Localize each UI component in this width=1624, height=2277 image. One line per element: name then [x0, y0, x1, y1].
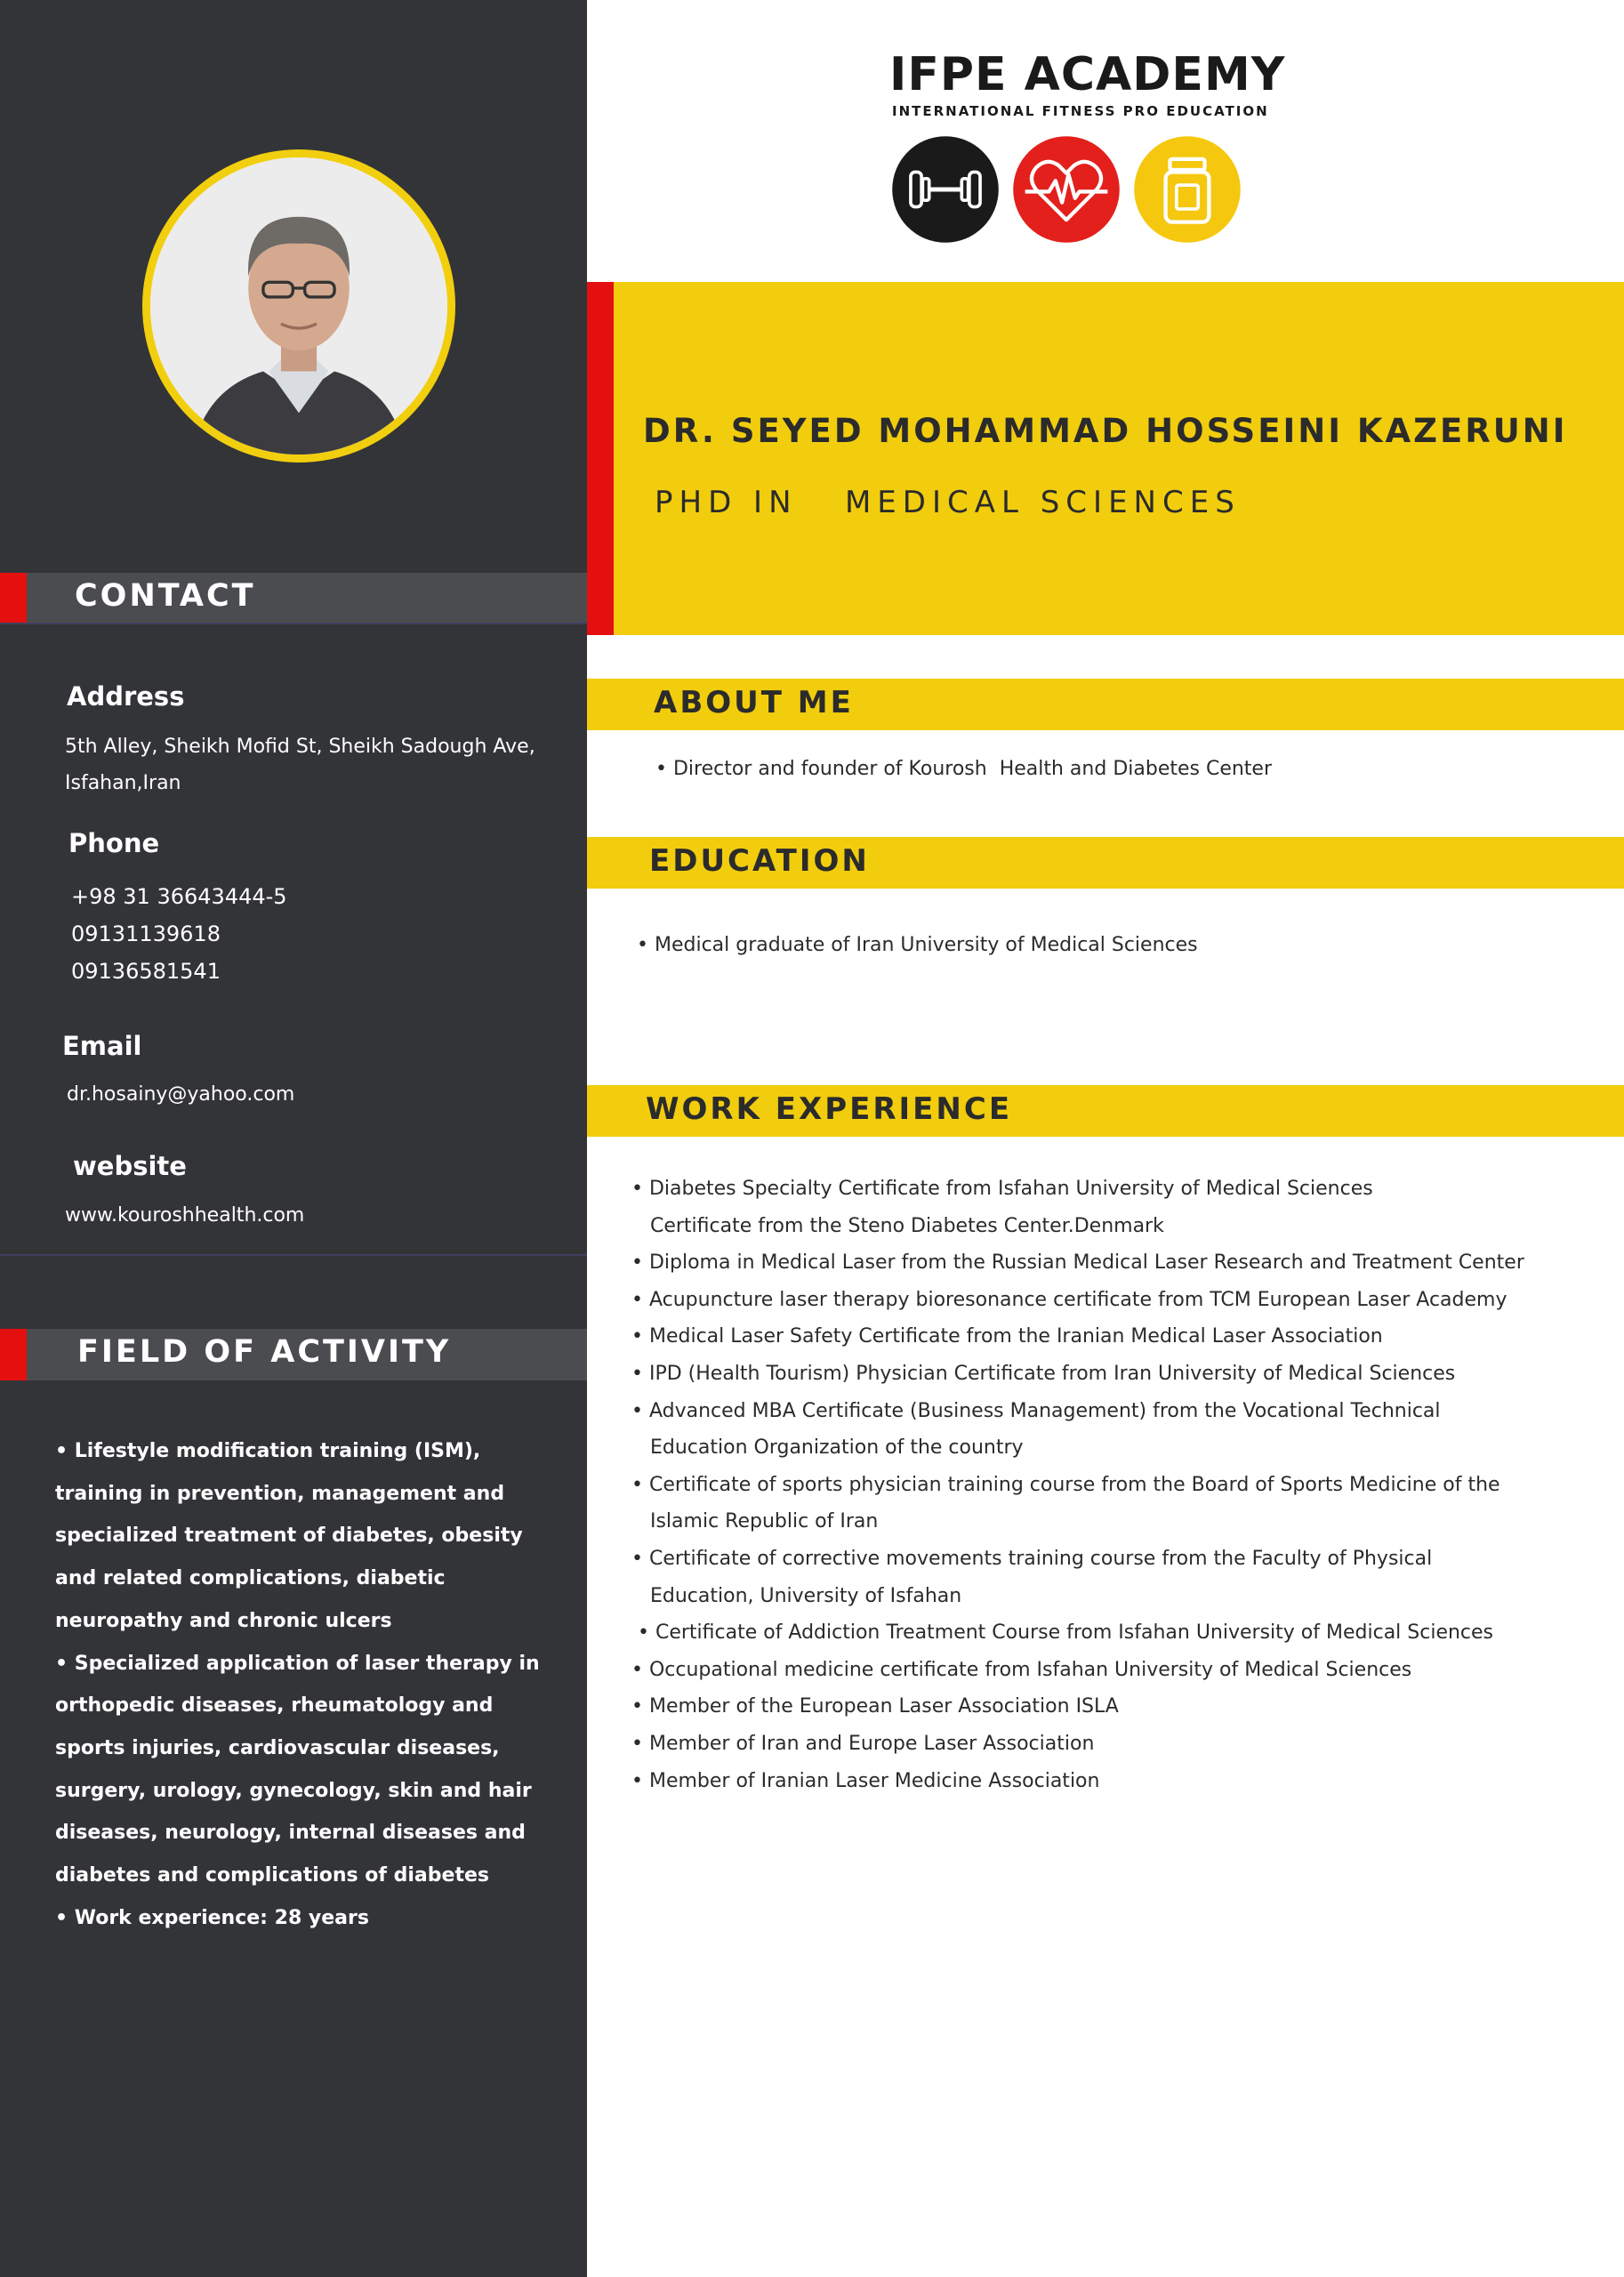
education-section-header	[587, 837, 1624, 889]
education-text: • Medical graduate of Iran University of Medical Sciences	[637, 934, 1198, 956]
profile-photo-frame	[142, 149, 455, 463]
work-section-header	[587, 1085, 1624, 1137]
contact-section-header	[0, 573, 587, 624]
work-item: • Acupuncture laser therapy bioresonance certificate from TCM European Laser Academy	[631, 1288, 1507, 1311]
work-item: • Certificate of corrective movements training course from the Faculty of Physical	[631, 1547, 1433, 1570]
address-line: Isfahan,Iran	[65, 772, 181, 794]
email-label: Email	[62, 1031, 142, 1061]
education-heading: EDUCATION	[649, 843, 870, 879]
profile-degree: PHD IN MEDICAL SCIENCES	[655, 485, 1241, 520]
accent-bar	[0, 573, 27, 624]
phone-number: 09136581541	[71, 959, 221, 984]
person-photo-icon	[150, 157, 447, 455]
contact-heading: CONTACT	[75, 578, 256, 614]
sidebar	[0, 0, 587, 2277]
academy-logo-title: IFPE ACADEMY	[889, 48, 1286, 101]
work-item: • Diploma in Medical Laser from the Russian Medical Laser Research and Treatment Center	[631, 1251, 1524, 1275]
work-item: Certificate from the Steno Diabetes Center.Denmark	[631, 1214, 1164, 1237]
work-item: • Member of the European Laser Association ISLA	[631, 1695, 1119, 1718]
about-section-header	[587, 679, 1624, 730]
website-label: website	[73, 1151, 187, 1181]
work-item: • Medical Laser Safety Certificate from the Iranian Medical Laser Association	[631, 1325, 1383, 1348]
work-item: • Certificate of Addiction Treatment Course from Isfahan University of Medical Sciences	[631, 1621, 1494, 1645]
work-item: Islamic Republic of Iran	[631, 1510, 879, 1533]
work-heading: WORK EXPERIENCE	[646, 1091, 1013, 1127]
phone-number: +98 31 36643444-5	[71, 884, 287, 909]
activity-item: • Work experience: 28 years	[55, 1906, 369, 1929]
profile-name: DR. SEYED MOHAMMAD HOSSEINI KAZERUNI	[643, 412, 1568, 450]
work-item: Education Organization of the country	[631, 1436, 1024, 1460]
work-item: • Certificate of sports physician training course from the Board of Sports Medicine of the	[631, 1473, 1500, 1496]
address-label: Address	[67, 681, 185, 712]
phone-label: Phone	[68, 828, 160, 858]
work-item: • IPD (Health Tourism) Physician Certificate from Iran University of Medical Sciences	[631, 1362, 1456, 1385]
field-of-activity-list	[55, 1430, 562, 1939]
work-item: Education, University of Isfahan	[631, 1584, 962, 1607]
supplement-jar-icon	[1133, 135, 1242, 244]
activity-item: • Lifestyle modification training (ISM), training in prevention, management and specialized treatment of diabetes, obesity and related complications, diabetic neuropathy and chronic ulcers	[55, 1440, 523, 1632]
name-banner	[587, 282, 1624, 635]
field-of-activity-header	[0, 1329, 587, 1380]
activity-item: • Specialized application of laser therapy in orthopedic diseases, rheumatology and sports injuries, cardiovascular diseases, surgery, urology, gynecology, skin and hair diseases, neurology, internal diseases and diabetes and complications of diabetes	[55, 1652, 540, 1887]
email-link[interactable]: dr.hosainy@yahoo.com	[67, 1083, 295, 1106]
academy-logo-subtitle: INTERNATIONAL FITNESS PRO EDUCATION	[892, 103, 1269, 119]
work-item: • Diabetes Specialty Certificate from Isfahan University of Medical Sciences	[631, 1178, 1373, 1200]
field-of-activity-heading: FIELD OF ACTIVITY	[77, 1334, 452, 1370]
work-experience-list	[631, 1171, 1610, 1799]
work-item: • Advanced MBA Certificate (Business Management) from the Vocational Technical	[631, 1399, 1441, 1422]
profile-photo	[150, 157, 447, 455]
dumbbell-icon	[891, 135, 1000, 244]
about-heading: ABOUT ME	[654, 685, 854, 720]
work-item: • Member of Iran and Europe Laser Association	[631, 1732, 1095, 1755]
heartbeat-icon	[1012, 135, 1121, 244]
address-line: 5th Alley, Sheikh Mofid St, Sheikh Sadough Ave,	[65, 736, 535, 758]
about-text: • Director and founder of Kourosh Health and Diabetes Center	[655, 758, 1273, 780]
phone-number: 09131139618	[71, 921, 221, 946]
divider	[0, 623, 587, 624]
work-item: • Occupational medicine certificate from Isfahan University of Medical Sciences	[631, 1658, 1412, 1681]
accent-bar	[0, 1329, 27, 1380]
accent-bar	[587, 282, 614, 635]
work-item: • Member of Iranian Laser Medicine Association	[631, 1769, 1100, 1792]
website-link[interactable]: www.kouroshhealth.com	[65, 1204, 305, 1227]
divider	[0, 1254, 587, 1256]
